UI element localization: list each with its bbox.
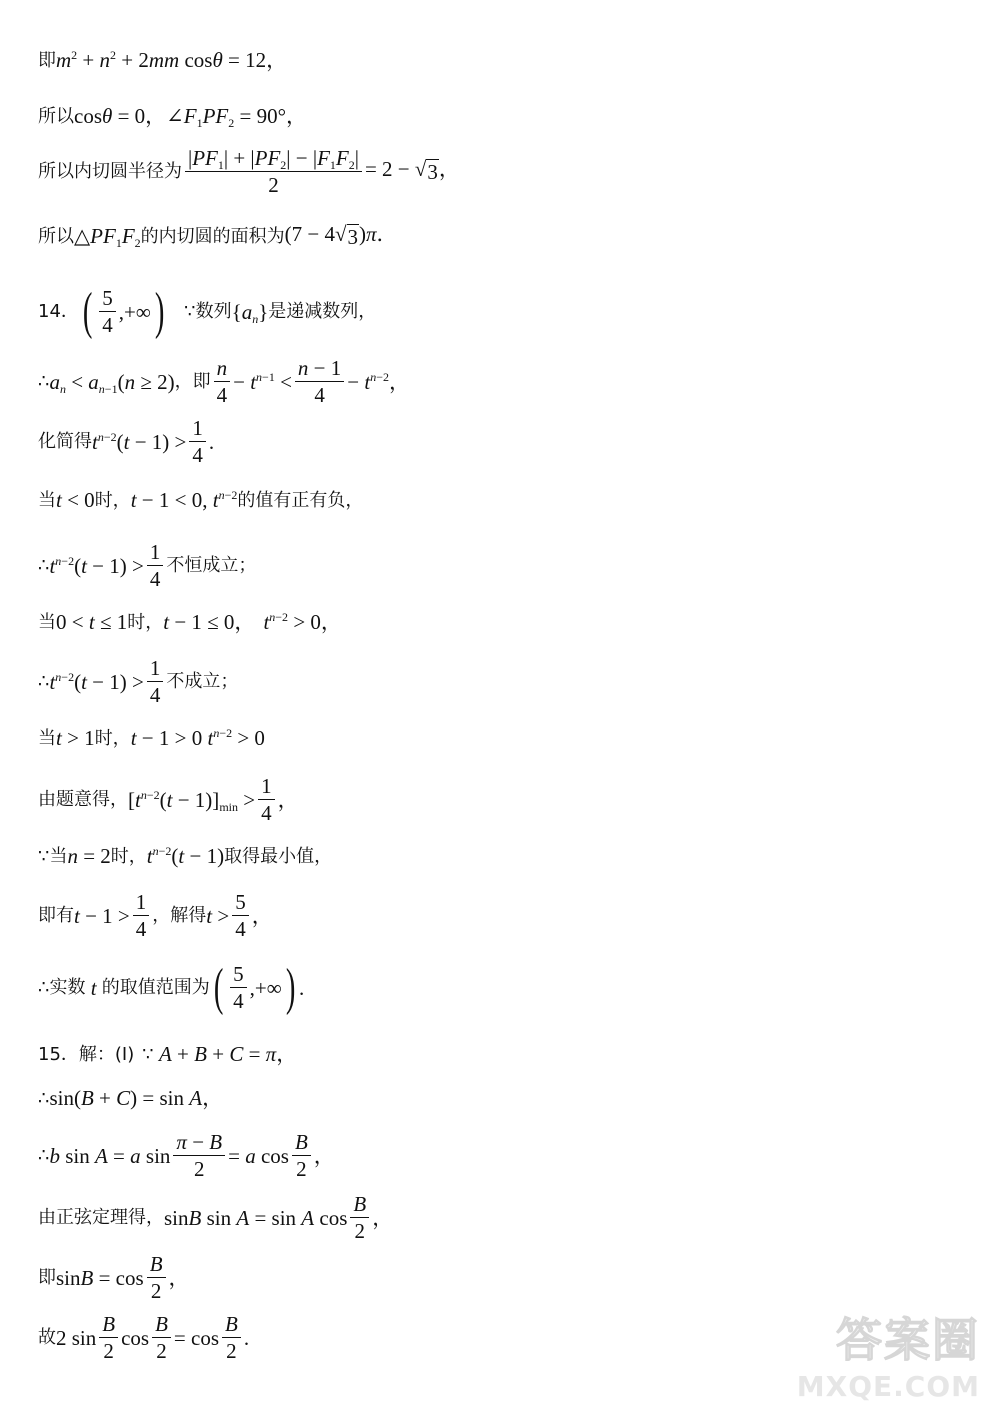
eq-line-7: 化简得 $t^{n-2}(t - 1)$ > $\frac{1}{4}$ . — [38, 416, 215, 467]
eq-line-14: ∵当 n = 2 时， $t^{n-2}(t - 1)$ 取得最小值， — [38, 844, 333, 868]
eq-line-21: 即 sinB = cos $\frac{B}{2}$ ， — [38, 1252, 190, 1303]
fraction: $\frac{|PF_1| + |PF_2| - |F_1F_2|}{2}$ — [185, 148, 362, 196]
eq-line-13: 由题意得， $[t^{n-2}(t - 1)]_{min}$ > $\frac{1}{4}$ ， — [38, 774, 299, 825]
eq-line-8: 当 t < 0 时， t − 1 < 0, $t^{n-2}$ 的值有正有负， — [38, 488, 364, 512]
eq-line-19: ∴ b sin A = a sin $\frac{\pi - B}{2}$ = a cos $\frac{B}{2}$ ， — [38, 1130, 335, 1181]
eq-line-4: 所以 $\triangle PF_1F_2$ 的内切圆的面积为 (7 − 4√ 3 )π． — [38, 222, 398, 251]
eq-line-6: ∴ $a_n < a_{n-1}(n \ge 2)$ ，即 $\frac{n}{4}$ − $t^{n-1}$ < $\frac{n - 1}{4}$ − $t^{n-2}$， — [38, 356, 410, 407]
eq-line-22: 故 2 sin $\frac{B}{2}$ cos $\frac{B}{2}$ = cos $\frac{B}{2}$ . — [38, 1312, 250, 1363]
eq-line-11: ∴ $t^{n-2}(t - 1)$ > $\frac{1}{4}$ 不成立； — [38, 656, 239, 707]
eq-line-3: 所以内切圆半径为 $\frac{|PF_1| + |PF_2| - |F_1F_2|}{2}$ = 2 − √ 3 ， — [38, 146, 460, 197]
question-number: 14． — [38, 301, 79, 322]
question-15-header: 15．解： (I) ∵ A + B + C = π， — [38, 1042, 298, 1066]
watermark-logo: 答案圈 MXQE.COM — [796, 1313, 980, 1403]
eq-line-10: 当 0 < t ≤ 1 时， t − 1 ≤ 0， $t^{n-2} > 0$， — [38, 610, 342, 634]
eq-line-12: 当 t > 1 时， t − 1 > 0 $t^{n-2} > 0$ — [38, 726, 265, 750]
eq-line-2: 所以 cosθ = 0，$\angle F_1PF_2 = 90^\circ$， — [38, 104, 308, 131]
eq-line-9: ∴ $t^{n-2}(t - 1)$ > $\frac{1}{4}$ 不恒成立； — [38, 540, 257, 591]
eq-line-18: ∴ sin(B + C) = sin A， — [38, 1086, 224, 1110]
eq-line-1: 即 $m^2 + n^2 + 2mm$ cosθ = 12， — [38, 48, 288, 72]
eq-line-20: 由正弦定理得， sinB sin A = sin A cos $\frac{B}{2}$ ， — [38, 1192, 394, 1243]
question-14-header: 14． ( $\frac{5}{4}$ ,+∞ ) ∵数列 $\{a_n\}$ 是递减数列， — [38, 283, 377, 340]
eq-line-16: ∴实数 t 的取值范围为 ( $\frac{5}{4}$ ,+∞ ) . — [38, 959, 305, 1016]
question-number: 15．解： — [38, 1043, 115, 1065]
eq-line-15: 即有 t − 1 > $\frac{1}{4}$ ，解得 t > $\frac{5}{4}$ ， — [38, 890, 273, 941]
